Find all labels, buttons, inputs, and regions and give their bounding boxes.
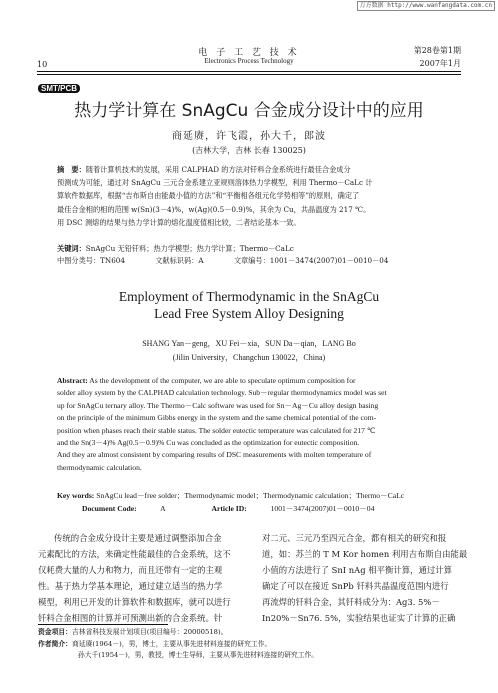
abstract-en-line: And they are almost consistent by comparing results of DSC measurements with molten temperature of: [57, 450, 372, 460]
body-line: 仅耗费大量的人力和物力，而且还带有一定的主观: [38, 565, 223, 575]
journal-name-en: Electronics Process Technology: [204, 57, 294, 65]
abstract-cn-label: 摘 要：: [57, 165, 86, 174]
body-line: 钎料合金相图的计算并可预测出新的合金系统。针: [38, 613, 223, 623]
watermark: 万方数据 http://www.wanfangdata.com.cn: [357, 1, 495, 11]
abstract-en-label: Abstract:: [57, 376, 88, 385]
body-line: 模型，利用已开发的计算软件和数据库，就可以进行: [38, 597, 231, 607]
abstract-cn-line: 摘 要：随着计算机技术的发展，采用 CALPHAD 的方法对钎料合金系统进行最佳合金成分: [57, 165, 351, 174]
document-code-en: Document Code: A: [82, 504, 166, 513]
keywords-cn-text: SnAgCu 无铅钎料；热力学模型；热力学计算；Thermo－CaLc: [85, 244, 294, 253]
abstract-cn-line: 用 DSC 测熔的结果与热力学计算的熔化温度值相比较，二者结论基本一致。: [57, 217, 301, 227]
body-line: 再流焊的钎料合金，其钎料成分为：Ag3. 5%－: [262, 597, 440, 607]
abstract-cn-line: 最佳合金相的相的范围 w(Sn)(3－4)%，w(Ag)(0.5－0.9)%，其余为 Cu，共晶温度为 217 ℃。: [57, 204, 371, 214]
body-line: 对二元、三元乃至四元合金，都有相关的研究和报: [262, 533, 447, 543]
keywords-en-label: Key words:: [57, 491, 95, 500]
footnotes: [38, 627, 468, 662]
abstract-en-line: on the principle of the minimum Gibbs energy in the system and the same chemical potential of the com-: [57, 413, 377, 423]
body-line: 道，如：苏兰的 T M Kor homen 利用吉布斯自由能最: [262, 549, 468, 559]
body-line: 性。基于热力学基本理论，通过建立适当的热力学: [38, 581, 223, 591]
header-rule: [37, 71, 461, 72]
abstract-en-line: up for SnAgCu ternary alloy. The Thermo－Calc software was used for Sn－Ag－Cu alloy design basing: [57, 400, 379, 410]
affiliation-en: (Jilin University，Changchun 130022，China): [172, 353, 326, 362]
keywords-en: [57, 490, 445, 502]
abstract-cn-line: 算软件数据库，根据“吉布斯自由能最小值的方法”和“平衡相各组元化学势相等”的原则，确定了: [57, 191, 360, 201]
body-line: 确定了可以在接近 SnPb 钎料共晶温度范围内进行: [262, 581, 449, 591]
abstract-en-line: position when phases reach their stable status. The solder eutectic temperature was calculated for 217 ℃: [57, 425, 376, 435]
authors-en: SHANG Yan－geng，XU Fei－xia，SUN Da－qian，LANG Bo: [142, 339, 356, 348]
keywords-cn: [57, 242, 445, 255]
title-en-line2: Lead Free System Alloy Designing: [154, 306, 344, 321]
authors-cn: 商延赓，许飞霞，孙大千，郎波: [172, 131, 326, 142]
body-line: 元素配比的方法，来确定性能最佳的合金系统，这不: [38, 549, 231, 559]
article-id-en: Article ID: 1001－3474(2007)01－0010－04: [211, 504, 375, 513]
page-number: 10: [37, 60, 48, 69]
author-note: 作者简介：商延赓(1964－)，男，博士，主要从事先进材料连接的研究工作。: [38, 639, 272, 648]
keywords-cn-label: 关键词：: [57, 244, 86, 253]
affiliation-cn: (吉林大学，吉林 长春 130025): [192, 146, 306, 155]
author-note-2: 孙大千(1954－)，男，教授，博士生导师，主要从事先进材料连接的研究工作。: [78, 651, 319, 659]
body-line: 传统的合金成分设计主要是通过调整添加合金: [54, 533, 222, 543]
abstract-cn: [57, 163, 445, 229]
issue-date: 2007年1月: [419, 59, 461, 68]
classification-en: [82, 503, 472, 514]
abstract-en-line: Abstract: As the development of the computer, we are able to speculate optimum composition for: [57, 376, 356, 385]
classification-cn: [57, 256, 457, 266]
fund-note: 资金项目：吉林省科技发展计划项目(项目编号：20000518)。: [38, 628, 228, 636]
body-column-right: [262, 530, 468, 626]
abstract-en-line: solder alloy system by the CALPHAD calculation technology. Sub－regular thermodynamics model was set: [57, 388, 387, 398]
body-line: 小值的方法进行了 SnI nAg 相平衡计算，通过计算: [262, 565, 452, 575]
abstract-en: [57, 375, 445, 474]
clc-number: 中图分类号：TN604: [57, 256, 125, 265]
body-line: In20%－Sn76. 5%，实验结果也证实了计算的正确: [262, 613, 456, 623]
abstract-en-line: and the Sn(3－4)% Ag(0.5－0.9)% Cu was concluded as the optimization for eutectic composition.: [57, 438, 360, 448]
abstract-en-line: thermodynamic calculation.: [57, 462, 142, 472]
title-en: [0, 288, 498, 322]
footnote-rule: [38, 624, 168, 625]
document-code-cn: 文献标识码：A: [155, 256, 204, 265]
title-cn: 热力学计算在 SnAgCu 合金成分设计中的应用: [74, 101, 424, 121]
keywords-en-text: SnAgCu lead－free solder；Thermodynamic model；Thermodynamic calculation；Thermo－CaLc: [96, 491, 405, 500]
section-tag: SMT/PCB: [38, 84, 80, 93]
journal-name-cn: 电 子 工 艺 技 术: [198, 48, 300, 58]
article-id-cn: 文章编号：1001－3474(2007)01－0010－04: [233, 256, 389, 265]
title-en-line1: Employment of Thermodynamic in the SnAgCu: [118, 289, 380, 304]
volume-issue: 第28卷第1期: [413, 46, 461, 55]
header-rule-thin: [37, 74, 461, 75]
body-column-left: [38, 530, 250, 626]
abstract-cn-line: 预测成为可能，通过对 SnAgCu 三元合金系建立亚规则溶体热力学模型，利用 Thermo－CaLc 计: [57, 178, 373, 188]
